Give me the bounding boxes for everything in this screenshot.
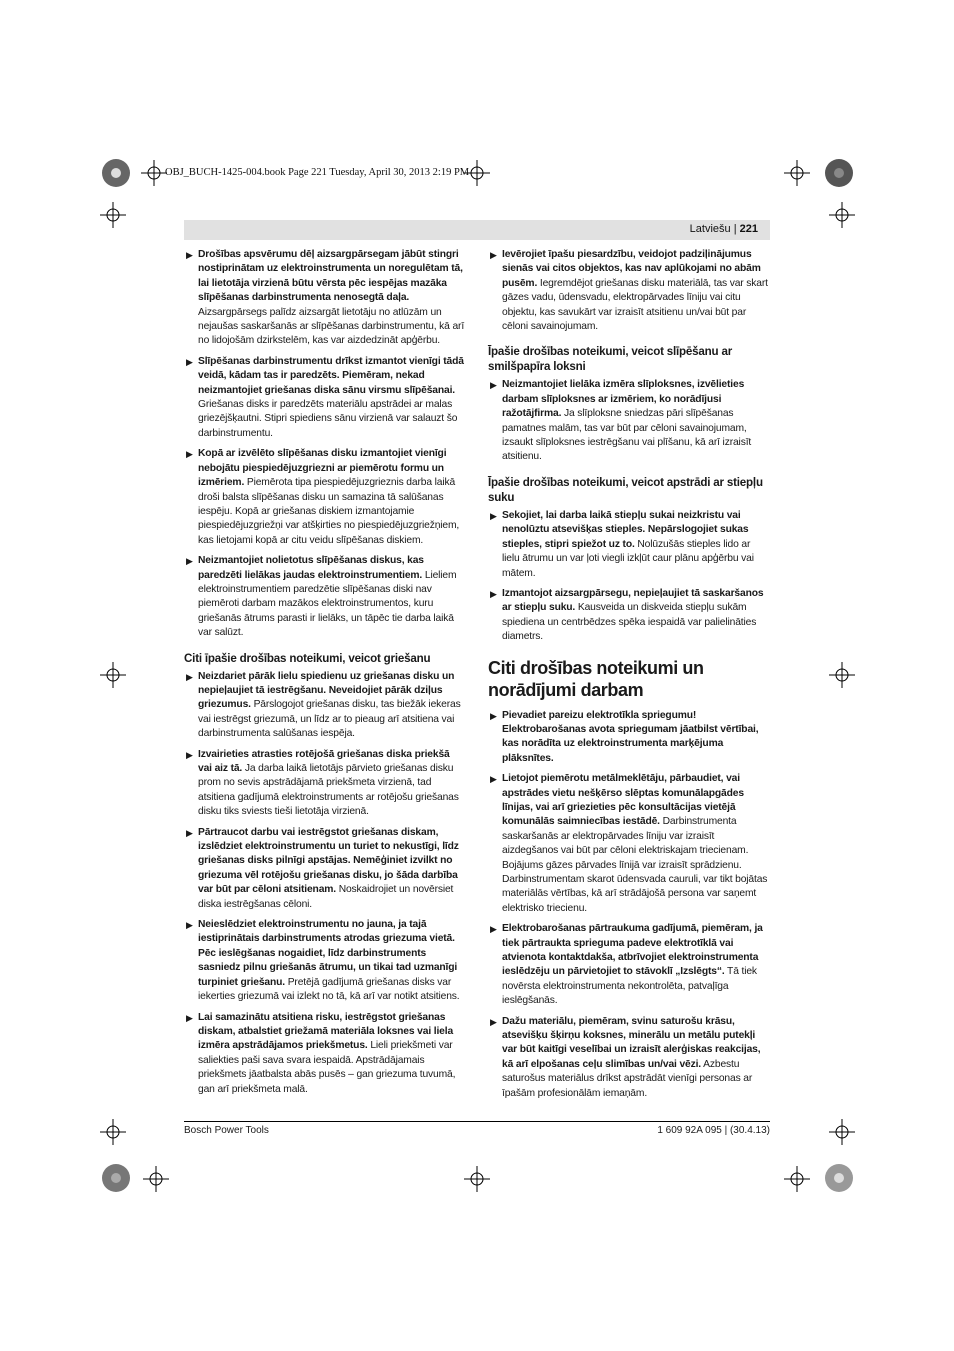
bullet-item [184,826,465,912]
crop-mark-top-left-disc [101,158,131,188]
bullet-bold-text: Neieslēdziet elektroinstrumentu no jauna, ja tajā iestiprinātais darbinstruments atrodas griezuma vietā. Pēc ieslēgšanas nogaidiet, līdz darbinstruments sasniedz pilnu griešanās ātrumu, un tikai tad uzmanīgi turpiniet griešanu. [198,919,458,988]
bullet-arrow-icon: ▶ [186,356,193,367]
bullet-item [488,709,769,767]
bullet-bold-text: Lai samazinātu atsitiena risku, iestrēgstot griešanas diskam, atbalstiet griežamā materiāla loksnes vai liela izmēra apstrādājamos priekšmetus. [198,1011,454,1052]
print-metadata-line: OBJ_BUCH-1425-004.book Page 221 Tuesday, April 30, 2013 2:19 PM [165,167,470,178]
bullet-bold-text: Elektrobarošanas pārtraukuma gadījumā, piemēram, ja tiek pārtraukta sprieguma padeve elektrotīklā vai atvienota kontaktdakša, atbrīvojiet elektroinstrumenta ieslēdzēju un pārvietojiet to stāvoklī „Izslēgts“. [502,923,763,978]
bullet-bold-text: Pārtraucot darbu vai iestrēgstot griešanas diskam, izslēdziet elektroinstrumentu un turiet to nekustīgi, līdz griešanas disks pilnīgi apstājas. Nemēģiniet izvilkt no griezuma vēl rotējošu griešanas disku, jo šāda darbība var būt par cēloni atsitienam. [198,826,459,896]
bullet-body-text: Tā tiek novērsta elektroinstrumenta nekontrolēta, patvaļīga ieslēgšanās. [502,966,757,1007]
bullet-item [184,447,465,548]
crop-mark-bottom-right-disc [824,1163,854,1193]
section-heading-sanding: Īpašie drošības noteikumi, veicot slīpēšanu ar smilšpapīra loksni [488,345,733,374]
right-column [488,248,769,1107]
registration-mark-left-upper [100,202,126,228]
bullet-arrow-icon: ▶ [490,924,497,935]
bullet-body-text: Pretējā gadījumā griešanas disks var iekerties griezumā vai izlekt no tā, kā arī var notikt atsitiens. [198,976,460,1003]
registration-mark-right-upper [829,202,855,228]
bullet-item [184,248,465,349]
wire-brush-rules-list [488,509,769,645]
bullet-bold-text: Slīpēšanas darbinstrumentu drīkst izmantot vienīgi tādā veidā, kādam tas ir paredzēts. Piemēram, nekad neizmantojiet griešanas diska sānu virsmu slīpēšanai. [198,355,464,396]
bullet-item [488,248,769,334]
bullet-arrow-icon: ▶ [490,250,497,260]
bullet-bold-text: Izmantojot aizsargpārsegu, nepieļaujiet tā saskaršanos ar stiepļu suku. [502,587,764,614]
page-number: 221 [739,223,758,235]
sanding-rules-list [488,378,769,464]
registration-mark-right-middle [829,662,855,688]
bullet-arrow-icon: ▶ [186,671,193,682]
main-heading-other-safety: Citi drošības noteikumi un norādījumi darbam [488,657,704,700]
bullet-bold-text: Lietojot piemērotu metālmeklētāju, pārbaudiet, vai apstrādes vietu nešķērso slēptas komunālapgādes līnijas, vai arī griezieties pēc konsultācijas vietējā komunālās saimniecības iestādē. [502,773,744,828]
crop-mark-bottom-left-disc [101,1163,131,1193]
registration-mark-bottom-center [464,1166,490,1192]
bullet-body-text: Piemērota tipa piespiedējuzgrieznis darba laikā droši balsta slīpēšanas disku un samazina tā salūšanas iespēju. Kopā ar griešanas diskiem izmantojamie piespiedējuzgriežņi var atšķirties no piespiedējuzgriežņiem, kas lietojami kopā ar citu veidu slīpēšanas diskiem. [198,477,460,546]
bullet-item [184,670,465,742]
registration-mark-right-lower [829,1119,855,1145]
bullet-body-text: Pārslogojot griešanas disku, tas biežāk iekeras vai iestrēgst griezumā, un līdz ar to pieaug arī atsitiena vai darbinstrumenta salūšanas iespēja. [198,699,461,740]
bullet-arrow-icon: ▶ [186,827,193,838]
bullet-body-text: Kausveida un diskveida stiepļu sukām spiediena un centrbēdzes spēka iespaidā var palielināties diametrs. [502,602,757,643]
bullet-arrow-icon: ▶ [490,588,497,599]
bullet-arrow-icon: ▶ [186,556,193,567]
left-intro-list [184,248,465,641]
bullet-bold-text: Neizmantojiet nolietotus slīpēšanas diskus, kas paredzēti lielākas jaudas elektroinstrumentiem. [198,555,424,581]
bullet-arrow-icon: ▶ [186,449,193,460]
bullet-item [488,587,769,645]
bullet-item [488,922,769,1008]
right-intro-list [488,248,769,334]
bullet-bold-text: Neizdariet pārāk lielu spiedienu uz griešanas disku un nepieļaujiet tā iestrēgšanu. Neveidojiet pārāk dziļus griezumus. [198,670,455,711]
bullet-item [184,918,465,1004]
bullet-arrow-icon: ▶ [490,1016,497,1027]
bullet-arrow-icon: ▶ [186,749,193,760]
bullet-item [184,355,465,441]
bullet-bold-text: Dažu materiālu, piemēram, svinu saturošu krāsu, atsevišķu šķirņu koksnes, minerālu un metālu putekļi var būt kaitīgi veselībai un izraisīt alerģiskas reakcijas, kā arī elpošanas ceļu slimības un/vai vēzi. [502,1015,761,1070]
header-language: Latviešu [689,223,731,235]
bullet-item [488,1015,769,1101]
footer-document-code: 1 609 92A 095 | (30.4.13) [657,1125,770,1136]
bullet-body-text: Lieli priekšmeti var saliekties paši sava svara iespaidā. Apstrādājamais priekšmets jāatbalsta abās pusēs – gan griezuma tuvumā, gan arī priekšmeta malā. [198,1040,456,1095]
bullet-arrow-icon: ▶ [490,710,497,721]
bullet-body-text: Lieliem elektroinstrumentiem paredzētie slīpēšanas diski nav piemēroti darbam mazākos elektroinstrumentos, kuru griešanās ātrums parasti ir lielāks, un tāpēc tie darba laikā var salūzt. [198,569,457,639]
registration-mark-bottom-left [143,1166,169,1192]
bullet-arrow-icon: ▶ [490,774,497,785]
header-label: Latviešu | 221 [689,223,758,235]
bullet-item [488,509,769,581]
crop-mark-top-right-disc [824,158,854,188]
bullet-item [184,1011,465,1097]
footer-brand: Bosch Power Tools [184,1125,269,1136]
registration-mark-left-lower [100,1119,126,1145]
bullet-item [184,554,465,640]
bullet-bold-text: Kopā ar izvēlēto slīpēšanas disku izmantojiet vienīgi nebojātu piespiedējuzgriezni ar piemērotu formu un izmēriem. [198,448,447,489]
footer-divider [184,1121,770,1122]
bullet-bold-text: Sekojiet, lai darba laikā stiepļu sukai neizkristu vai nenolūztu atsevišķas stieples. Nepārslogojiet sukas stieples, stipri spiežot uz to. [502,509,749,550]
bullet-body-text: Ja darba laikā lietotājs pārvieto griešanas disku prom no sevis apstrādājamā priekšmeta virzienā, tad atsitiena gadījumā elektroinstruments ar rotējošu griešanas disku tiks sviests tieši lietotāja virzienā. [198,763,459,818]
bullet-body-text: Noskaidrojiet un novērsiet diska iestrēgšanas cēloni. [198,884,454,910]
cutting-rules-list [184,670,465,1097]
section-heading-wire-brush: Īpašie drošības noteikumi, veicot apstrādi ar stiepļu suku [488,475,763,504]
page-header [184,220,770,240]
bullet-arrow-icon: ▶ [490,380,497,391]
registration-mark-top-left [141,160,167,186]
registration-mark-top-right [784,160,810,186]
bullet-arrow-icon: ▶ [186,1012,193,1023]
bullet-body-text: Nolūzušās stieples lido ar lielu ātrumu un var ļoti viegli izkļūt caur plānu apģērbu vai mātem. [502,538,754,579]
section-heading-cutting: Citi īpašie drošības noteikumi, veicot griešanu [184,651,431,665]
registration-mark-bottom-right [784,1166,810,1192]
bullet-item [488,378,769,464]
bullet-item [488,772,769,916]
bullet-item [184,748,465,820]
bullet-body-text: Aizsargpārsegs palīdz aizsargāt lietotāju no atlūzām un nejaušas saskaršanās ar slīpēšanas darbinstrumentu, kā arī no lidojošām dzirkstelēm, kas var aizdedzināt apģērbu. [198,306,465,347]
registration-mark-left-middle [100,662,126,688]
bullet-bold-text: Ievērojiet īpašu piesardzību, veidojot padziļinājumus sienās vai citos objektos, kas nav aplūkojami no abām pusēm. [502,249,761,289]
bullet-arrow-icon: ▶ [186,920,193,931]
bullet-body-text: Griešanas disks ir paredzēts materiālu apstrādei ar malas griezējšķautni. Stipri spiediens sānu virzienā var salauzt šo darbinstrumentu. [198,399,458,439]
bullet-bold-text: Pievadiet pareizu elektrotīkla spriegumu! Elektrobarošanas avota spriegumam jāatbilst vērtībai, kas norādīta uz elektroinstrumenta marķējuma plāksnītes. [502,709,759,764]
bullet-bold-text: Neizmantojiet lielāka izmēra slīploksnes, izvēlieties darbam slīploksnes ar izmēriem, ko norādījusi ražotājfirma. [502,379,745,420]
bullet-body-text: Darbinstrumenta saskaršanās ar elektropārvades līniju var izraisīt aizdegšanos vai būt par cēloni elektriskajam triecienam. Bojājums gāzes pārvades līnijā var izraisīt sprādzienu. Darbinstrumentam skarot ūdensvada cauruli, var tikt bojātas materiālās vērtības, kā arī strādājošā persona var saņemt elektrisko triecienu. [502,816,768,914]
left-column [184,248,465,1103]
bullet-bold-text: Izvairieties atrasties rotējošā griešanas diska priekšā vai aiz tā. [198,748,450,774]
bullet-arrow-icon: ▶ [186,250,193,260]
bullet-arrow-icon: ▶ [490,510,497,521]
bullet-body-text: Iegremdējot griešanas disku materiālā, tas var skart gāzes vadu, ūdensvadu, elektropārvades līniju vai citu objektu, kas savukārt var izraisīt atsitienu un/vai būt par cēloni savainojumam. [502,277,768,333]
bullet-bold-text: Drošības apsvērumu dēļ aizsargpārsegam jābūt stingri nostiprinātam uz elektroinstrumenta un noregulētam tā, lai lietotāja virzienā būtu vērsta pēc iespējas mazāka slīpēšanas darbinstrumenta nenosegtā daļa. [198,249,463,304]
other-safety-rules-list [488,709,769,1102]
bullet-body-text: Azbestu saturošus materiālus drīkst apstrādāt vienīgi personas ar īpašām profesionālām iemaņām. [502,1058,753,1099]
bullet-body-text: Ja slīploksne sniedzas pāri slīpēšanas pamatnes malām, tas var būt par cēloni savainojumam, izsaukt slīploksnes iestrēgšanu vai plīšanu, kā arī izraisīt atsitienu. [502,408,752,463]
